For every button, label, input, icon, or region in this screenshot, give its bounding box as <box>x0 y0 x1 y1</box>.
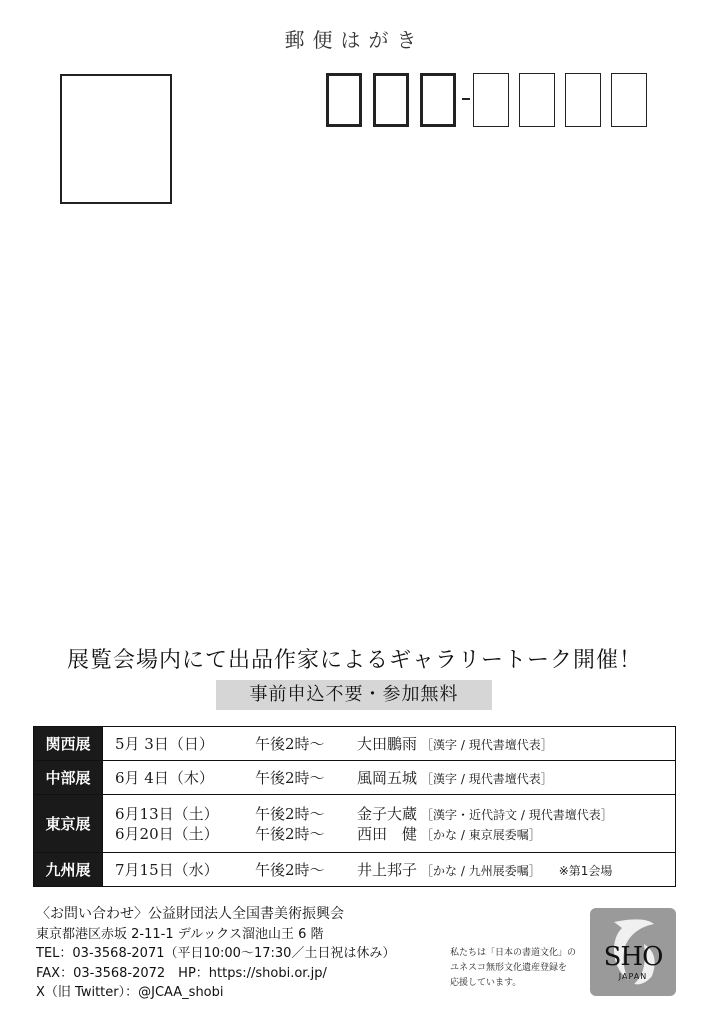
speaker-tag: ［漢字 / 現代書壇代表］ <box>421 737 553 752</box>
contact-x-account: X（旧 Twitter）：@JCAA_shobi <box>36 985 224 1000</box>
session-line <box>115 860 675 880</box>
unesco-line: 私たちは「日本の書道文化」の <box>450 948 577 958</box>
session-list <box>103 795 676 853</box>
speaker-tag: ［漢字・近代詩文 / 現代書壇代表］ <box>421 807 613 822</box>
postcard-title: 郵便はがき <box>284 28 425 52</box>
postal-code-dash <box>462 98 470 100</box>
session-date: 6月13日（土） <box>115 804 219 823</box>
postal-code-box-3 <box>420 73 456 127</box>
event-subheadline: 事前申込不要・参加無料 <box>216 680 492 710</box>
schedule-row-kyushu <box>34 853 676 887</box>
schedule-row-kansai <box>34 727 676 761</box>
postal-code-box-6 <box>565 73 601 127</box>
session-time: 午後2時〜 <box>255 768 325 787</box>
schedule-row-tokyo <box>34 795 676 853</box>
contact-heading: 〈お問い合わせ〉公益財団法人全国書美術振興会 <box>36 906 344 922</box>
sho-japan-logo <box>590 908 676 996</box>
logo-mark: SHO <box>603 942 663 972</box>
speaker-tag: ［かな / 九州展委嘱］ <box>421 863 541 878</box>
session-list <box>103 761 676 795</box>
speaker-tag: ［かな / 東京展委嘱］ <box>421 827 541 842</box>
session-list <box>103 853 676 887</box>
postal-code-box-5 <box>519 73 555 127</box>
exhibition-label: 関西展 <box>34 727 103 761</box>
session-line <box>115 824 675 844</box>
speaker-name: 風岡五城 <box>357 768 418 787</box>
exhibition-label: 中部展 <box>34 761 103 795</box>
speaker-name: 井上邦子 <box>357 860 418 879</box>
gallery-talk-schedule <box>33 726 676 887</box>
session-line <box>115 768 675 788</box>
exhibition-label: 東京展 <box>34 795 103 853</box>
unesco-line: 応援しています。 <box>450 978 522 988</box>
speaker-name: 大田鵬雨 <box>357 734 418 753</box>
session-date: 6月20日（土） <box>115 824 219 843</box>
schedule-row-chubu <box>34 761 676 795</box>
postal-code-box-4 <box>473 73 509 127</box>
contact-address: 東京都港区赤坂 2-11-1 デルックス溜池山王 6 階 <box>36 926 324 942</box>
unesco-support-note <box>450 946 576 991</box>
session-line <box>115 804 675 824</box>
session-time: 午後2時〜 <box>255 824 325 843</box>
contact-fax-hp: FAX：03-3568-2072 HP：https://shobi.or.jp/ <box>36 965 327 981</box>
session-time: 午後2時〜 <box>255 804 325 823</box>
exhibition-label: 九州展 <box>34 853 103 887</box>
contact-tel: TEL：03-3568-2071（平日10:00〜17:30／土日祝は休み） <box>36 946 396 961</box>
session-time: 午後2時〜 <box>255 860 325 879</box>
speaker-name: 金子大蔵 <box>357 804 418 823</box>
stamp-box <box>60 74 172 204</box>
session-date: 7月15日（水） <box>115 860 219 879</box>
event-headline: 展覧会場内にて出品作家によるギャラリートーク開催！ <box>66 648 642 673</box>
contact-info <box>36 905 395 1003</box>
logo-subtitle: JAPAN <box>618 972 648 981</box>
session-date: 5月 3日（日） <box>115 734 214 753</box>
speaker-tag: ［漢字 / 現代書壇代表］ <box>421 771 553 786</box>
postal-code-box-2 <box>373 73 409 127</box>
postal-code-box-7 <box>611 73 647 127</box>
session-line <box>115 734 675 754</box>
postal-code-box-1 <box>326 73 362 127</box>
session-list <box>103 727 676 761</box>
venue-note: ※第1会場 <box>558 863 613 878</box>
session-date: 6月 4日（木） <box>115 768 214 787</box>
speaker-name: 西田 健 <box>357 824 418 843</box>
session-time: 午後2時〜 <box>255 734 325 753</box>
unesco-line: ユネスコ無形文化遺産登録を <box>450 963 568 973</box>
